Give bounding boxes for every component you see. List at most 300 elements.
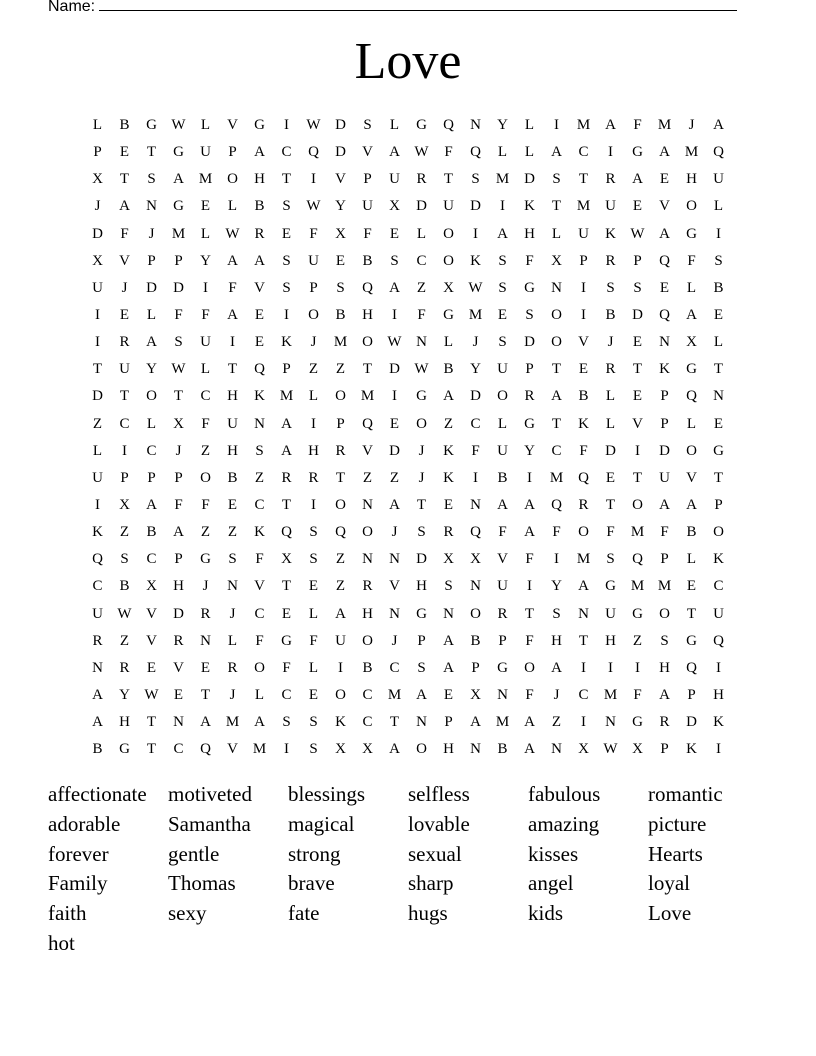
grid-letter: S — [309, 714, 318, 731]
grid-letter: Y — [470, 361, 481, 378]
grid-letter: G — [146, 117, 157, 134]
grid-letter: P — [147, 252, 156, 269]
grid-letter: S — [633, 279, 642, 296]
word-list-item: brave — [288, 871, 335, 896]
grid-letter: B — [227, 469, 238, 486]
grid-letter: A — [416, 687, 427, 704]
grid-letter: V — [146, 632, 157, 649]
grid-letter: U — [713, 171, 724, 188]
grid-letter: D — [470, 198, 481, 215]
grid-letter: I — [95, 334, 100, 351]
grid-letter: T — [119, 171, 130, 188]
grid-letter: W — [225, 225, 240, 242]
grid-letter: F — [498, 524, 507, 541]
grid-letter: R — [578, 497, 589, 514]
word-list-item: kids — [528, 901, 564, 926]
grid-letter: Z — [416, 279, 427, 296]
grid-letter: C — [551, 442, 562, 459]
grid-letter: H — [713, 687, 724, 704]
grid-letter: Z — [632, 632, 643, 649]
grid-letter: O — [686, 198, 697, 215]
grid-letter: X — [362, 741, 373, 758]
grid-letter: M — [576, 551, 591, 568]
page-title: Love — [354, 33, 462, 90]
grid-letter: F — [201, 497, 210, 514]
grid-letter: S — [390, 252, 399, 269]
grid-letter: D — [524, 171, 535, 188]
grid-letter: A — [713, 117, 724, 134]
grid-letter: G — [173, 144, 184, 161]
grid-letter: A — [524, 741, 535, 758]
grid-letter: P — [660, 741, 669, 758]
grid-letter: N — [578, 605, 589, 622]
grid-letter: A — [659, 225, 670, 242]
grid-letter: C — [119, 415, 130, 432]
grid-letter: A — [524, 524, 535, 541]
grid-letter: Q — [443, 117, 454, 134]
grid-letter: O — [200, 469, 211, 486]
grid-letter: O — [659, 605, 670, 622]
grid-letter: T — [146, 714, 157, 731]
grid-letter: R — [119, 659, 130, 676]
grid-letter: K — [686, 741, 697, 758]
grid-letter: D — [632, 307, 643, 324]
grid-letter: O — [524, 659, 535, 676]
grid-letter: N — [497, 687, 508, 704]
grid-letter: V — [389, 578, 400, 595]
grid-letter: H — [227, 442, 238, 459]
grid-letter: F — [579, 442, 588, 459]
grid-letter: K — [524, 198, 535, 215]
grid-letter: S — [417, 659, 426, 676]
grid-letter: I — [716, 741, 721, 758]
grid-letter: N — [146, 198, 157, 215]
grid-letter: F — [552, 524, 561, 541]
grid-letter: A — [443, 659, 454, 676]
grid-letter: S — [498, 252, 507, 269]
grid-letter: J — [418, 469, 425, 486]
grid-letter: J — [391, 632, 398, 649]
grid-letter: V — [254, 578, 265, 595]
grid-letter: M — [657, 117, 672, 134]
grid-letter: I — [608, 659, 613, 676]
grid-letter: T — [578, 171, 589, 188]
grid-letter: C — [254, 605, 265, 622]
grid-letter: Z — [227, 524, 238, 541]
grid-letter: D — [92, 225, 103, 242]
grid-letter: U — [119, 361, 130, 378]
grid-letter: S — [309, 524, 318, 541]
grid-letter: Z — [92, 415, 103, 432]
grid-letter: M — [495, 714, 510, 731]
grid-letter: Y — [119, 687, 130, 704]
grid-letter: H — [605, 632, 616, 649]
grid-letter: P — [309, 279, 318, 296]
grid-letter: N — [92, 659, 103, 676]
grid-letter: A — [146, 334, 157, 351]
grid-letter: V — [146, 605, 157, 622]
grid-letter: V — [578, 334, 589, 351]
grid-letter: X — [389, 198, 400, 215]
grid-letter: S — [552, 605, 561, 622]
grid-letter: X — [578, 741, 589, 758]
grid-letter: Z — [119, 632, 130, 649]
grid-letter: V — [686, 469, 697, 486]
word-list-item: amazing — [528, 811, 600, 836]
grid-letter: X — [632, 741, 643, 758]
grid-letter: U — [713, 605, 724, 622]
grid-letter: S — [282, 252, 291, 269]
grid-letter: L — [686, 279, 697, 296]
grid-letter: W — [171, 117, 186, 134]
grid-letter: G — [281, 632, 292, 649]
word-list-item: hugs — [408, 901, 448, 926]
grid-letter: I — [527, 578, 532, 595]
word-list-item: Hearts — [648, 841, 703, 866]
grid-letter: O — [308, 307, 319, 324]
grid-letter: M — [279, 388, 294, 405]
grid-letter: B — [254, 198, 265, 215]
grid-letter: U — [308, 252, 319, 269]
grid-letter: B — [335, 307, 346, 324]
grid-letter: X — [281, 551, 292, 568]
grid-letter: P — [174, 252, 183, 269]
grid-letter: H — [308, 442, 319, 459]
grid-letter: A — [389, 279, 400, 296]
word-list-item: Love — [648, 901, 692, 926]
grid-letter: Y — [497, 117, 508, 134]
grid-letter: D — [416, 198, 427, 215]
grid-letter: E — [632, 388, 643, 405]
grid-letter: W — [603, 741, 618, 758]
grid-letter: O — [227, 171, 238, 188]
grid-letter: X — [92, 171, 103, 188]
grid-letter: O — [362, 334, 373, 351]
grid-letter: J — [94, 198, 101, 215]
grid-letter: A — [173, 524, 184, 541]
grid-letter: A — [281, 415, 292, 432]
grid-letter: F — [309, 225, 318, 242]
grid-letter: R — [200, 605, 211, 622]
grid-letter: A — [686, 307, 697, 324]
grid-letter: R — [605, 171, 616, 188]
grid-letter: S — [444, 578, 453, 595]
grid-letter: T — [578, 632, 589, 649]
grid-letter: A — [605, 117, 616, 134]
grid-letter: X — [443, 551, 454, 568]
grid-letter: Q — [200, 741, 211, 758]
grid-letter: Q — [659, 252, 670, 269]
grid-letter: B — [713, 279, 724, 296]
grid-letter: T — [551, 198, 562, 215]
grid-letter: U — [92, 605, 103, 622]
grid-letter: M — [225, 714, 240, 731]
grid-letter: J — [391, 524, 398, 541]
grid-letter: Z — [119, 524, 130, 541]
grid-letter: A — [524, 497, 535, 514]
grid-letter: L — [524, 117, 535, 134]
grid-letter: S — [120, 551, 129, 568]
grid-letter: P — [687, 687, 696, 704]
grid-letter: X — [470, 551, 481, 568]
word-list-item: blessings — [288, 782, 366, 806]
grid-letter: E — [659, 171, 670, 188]
grid-letter: N — [200, 632, 211, 649]
grid-letter: N — [713, 388, 724, 405]
grid-letter: L — [146, 307, 157, 324]
grid-letter: T — [389, 714, 400, 731]
grid-letter: E — [119, 144, 130, 161]
grid-letter: N — [362, 497, 373, 514]
grid-letter: N — [551, 279, 562, 296]
grid-letter: L — [227, 198, 238, 215]
grid-letter: G — [200, 551, 211, 568]
grid-letter: O — [146, 388, 157, 405]
grid-letter: J — [175, 442, 182, 459]
grid-letter: U — [497, 442, 508, 459]
grid-letter: M — [495, 171, 510, 188]
grid-letter: A — [443, 388, 454, 405]
grid-letter: A — [227, 252, 238, 269]
grid-letter: T — [281, 171, 292, 188]
grid-letter: V — [335, 171, 346, 188]
grid-letter: J — [229, 605, 236, 622]
grid-letter: A — [551, 659, 562, 676]
grid-letter: T — [335, 469, 346, 486]
grid-letter: N — [443, 605, 454, 622]
grid-letter: W — [630, 225, 645, 242]
grid-letter: F — [525, 632, 534, 649]
grid-letter: Q — [551, 497, 562, 514]
grid-letter: S — [525, 307, 534, 324]
grid-letter: E — [443, 687, 454, 704]
grid-letter: K — [470, 252, 481, 269]
grid-letter: C — [281, 687, 292, 704]
word-list-item: sexual — [408, 841, 462, 866]
grid-letter: F — [228, 279, 237, 296]
grid-letter: A — [119, 198, 130, 215]
grid-letter: Q — [713, 144, 724, 161]
grid-letter: H — [362, 307, 373, 324]
word-list-item: angel — [528, 871, 574, 896]
grid-letter: B — [119, 117, 130, 134]
grid-letter: F — [174, 497, 183, 514]
grid-letter: V — [119, 252, 130, 269]
name-label: Name: — [48, 0, 96, 15]
grid-letter: E — [119, 307, 130, 324]
grid-letter: J — [310, 334, 317, 351]
grid-letter: Q — [686, 388, 697, 405]
grid-letter: T — [713, 361, 724, 378]
grid-letter: K — [713, 551, 724, 568]
grid-letter: W — [306, 198, 321, 215]
grid-letter: H — [119, 714, 130, 731]
grid-letter: L — [200, 361, 211, 378]
grid-letter: D — [416, 551, 427, 568]
grid-letter: G — [713, 442, 724, 459]
grid-letter: O — [443, 225, 454, 242]
grid-letter: U — [335, 632, 346, 649]
grid-letter: M — [171, 225, 186, 242]
grid-letter: E — [713, 307, 724, 324]
grid-letter: K — [281, 334, 292, 351]
grid-letter: A — [551, 388, 562, 405]
grid-letter: J — [229, 687, 236, 704]
word-list-item: affectionate — [48, 782, 147, 806]
grid-letter: E — [497, 307, 508, 324]
grid-letter: R — [524, 388, 535, 405]
grid-letter: A — [227, 307, 238, 324]
grid-letter: M — [576, 198, 591, 215]
grid-letter: T — [551, 415, 562, 432]
grid-letter: G — [632, 144, 643, 161]
grid-letter: H — [524, 225, 535, 242]
grid-letter: I — [581, 307, 586, 324]
grid-letter: P — [363, 171, 372, 188]
grid-letter: G — [416, 605, 427, 622]
grid-letter: N — [254, 415, 265, 432]
grid-letter: Y — [551, 578, 562, 595]
grid-letter: E — [200, 198, 211, 215]
grid-letter: G — [524, 279, 535, 296]
grid-letter: C — [578, 687, 589, 704]
grid-letter: B — [119, 578, 130, 595]
grid-letter: K — [443, 442, 454, 459]
grid-letter: M — [630, 578, 645, 595]
grid-letter: Q — [470, 524, 481, 541]
grid-letter: C — [200, 388, 211, 405]
grid-letter: A — [389, 741, 400, 758]
grid-letter: V — [362, 442, 373, 459]
grid-letter: N — [173, 714, 184, 731]
grid-letter: X — [443, 279, 454, 296]
grid-letter: H — [443, 741, 454, 758]
grid-letter: P — [282, 361, 291, 378]
grid-letter: N — [470, 497, 481, 514]
grid-letter: Z — [254, 469, 265, 486]
grid-letter: E — [605, 469, 616, 486]
grid-letter: K — [92, 524, 103, 541]
grid-letter: O — [686, 442, 697, 459]
grid-letter: O — [551, 334, 562, 351]
grid-letter: K — [605, 225, 616, 242]
grid-letter: T — [227, 361, 238, 378]
grid-letter: S — [309, 551, 318, 568]
grid-letter: D — [659, 442, 670, 459]
grid-letter: V — [632, 415, 643, 432]
grid-letter: N — [389, 605, 400, 622]
grid-letter: U — [389, 171, 400, 188]
grid-letter: B — [497, 469, 508, 486]
grid-letter: P — [93, 144, 102, 161]
grid-letter: I — [554, 117, 559, 134]
grid-letter: O — [335, 497, 346, 514]
grid-letter: Z — [443, 415, 454, 432]
word-list-item: kisses — [528, 841, 579, 866]
grid-letter: A — [254, 252, 265, 269]
word-list-item: gentle — [168, 841, 220, 866]
grid-letter: P — [525, 361, 534, 378]
grid-letter: F — [282, 659, 291, 676]
grid-letter: G — [497, 659, 508, 676]
grid-letter: S — [228, 551, 237, 568]
grid-letter: P — [147, 469, 156, 486]
grid-letter: R — [659, 714, 670, 731]
grid-letter: D — [524, 334, 535, 351]
word-list-item: Samantha — [168, 811, 251, 836]
grid-letter: T — [119, 388, 130, 405]
grid-letter: O — [497, 388, 508, 405]
grid-letter: Q — [632, 551, 643, 568]
grid-letter: E — [389, 225, 400, 242]
grid-letter: N — [470, 741, 481, 758]
grid-letter: A — [443, 632, 454, 649]
grid-letter: U — [227, 415, 238, 432]
grid-letter: L — [308, 605, 319, 622]
grid-letter: R — [173, 632, 184, 649]
grid-letter: V — [362, 144, 373, 161]
grid-letter: L — [686, 551, 697, 568]
grid-letter: L — [605, 388, 616, 405]
grid-letter: S — [147, 171, 156, 188]
grid-letter: M — [684, 144, 699, 161]
grid-letter: Y — [524, 442, 535, 459]
grid-letter: A — [173, 171, 184, 188]
grid-letter: O — [632, 497, 643, 514]
grid-letter: R — [308, 469, 319, 486]
grid-letter: L — [200, 225, 211, 242]
grid-letter: E — [389, 415, 400, 432]
grid-letter: X — [470, 687, 481, 704]
grid-letter: A — [551, 144, 562, 161]
grid-letter: O — [443, 252, 454, 269]
grid-letter: T — [416, 497, 427, 514]
grid-letter: Q — [362, 415, 373, 432]
grid-letter: U — [92, 469, 103, 486]
grid-letter: X — [686, 334, 697, 351]
grid-letter: A — [497, 497, 508, 514]
grid-letter: I — [203, 279, 208, 296]
grid-letter: R — [281, 469, 292, 486]
grid-letter: L — [227, 632, 238, 649]
grid-letter: E — [281, 225, 292, 242]
grid-letter: Z — [335, 361, 346, 378]
grid-letter: S — [282, 198, 291, 215]
word-list-item: forever — [48, 841, 109, 866]
grid-letter: E — [686, 578, 697, 595]
grid-letter: E — [173, 687, 184, 704]
grid-letter: I — [284, 117, 289, 134]
grid-letter: M — [360, 388, 375, 405]
grid-letter: I — [392, 307, 397, 324]
grid-letter: L — [497, 415, 508, 432]
grid-letter: L — [308, 388, 319, 405]
grid-letter: C — [146, 442, 157, 459]
grid-letter: V — [497, 551, 508, 568]
grid-letter: J — [472, 334, 479, 351]
grid-letter: A — [389, 497, 400, 514]
grid-letter: M — [387, 687, 402, 704]
grid-letter: G — [416, 388, 427, 405]
grid-letter: N — [470, 578, 481, 595]
grid-letter: W — [387, 334, 402, 351]
grid-letter: N — [470, 117, 481, 134]
grid-letter: J — [688, 117, 695, 134]
grid-letter: Q — [713, 632, 724, 649]
grid-letter: P — [579, 252, 588, 269]
grid-letter: A — [281, 442, 292, 459]
grid-letter: C — [389, 659, 400, 676]
